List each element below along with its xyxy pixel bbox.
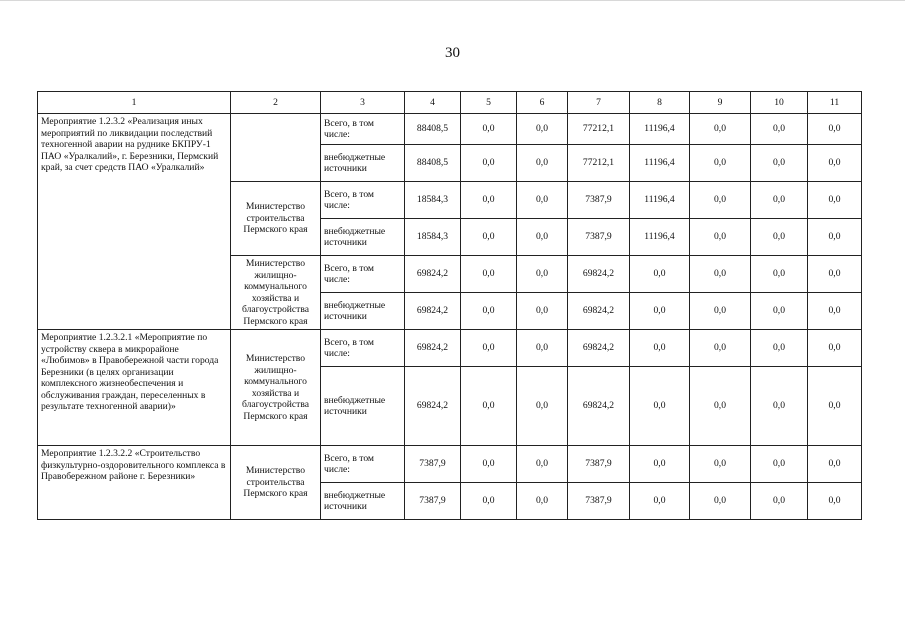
- funding-source-cell: внебюджетные источники: [321, 145, 405, 182]
- col-header-6: 6: [517, 92, 568, 114]
- value-cell: 7387,9: [568, 483, 630, 520]
- value-cell: 0,0: [751, 367, 808, 446]
- value-cell: 0,0: [630, 483, 690, 520]
- col-header-2: 2: [231, 92, 321, 114]
- value-cell: 7387,9: [405, 483, 461, 520]
- value-cell: 0,0: [690, 293, 751, 330]
- value-cell: 0,0: [461, 114, 517, 145]
- value-cell: 0,0: [690, 330, 751, 367]
- value-cell: 0,0: [690, 219, 751, 256]
- value-cell: 77212,1: [568, 114, 630, 145]
- value-cell: 11196,4: [630, 145, 690, 182]
- value-cell: 0,0: [517, 446, 568, 483]
- col-header-7: 7: [568, 92, 630, 114]
- value-cell: 88408,5: [405, 145, 461, 182]
- value-cell: 0,0: [751, 446, 808, 483]
- executor-cell: Министерство строительства Пермского края: [231, 182, 321, 256]
- value-cell: 0,0: [461, 145, 517, 182]
- value-cell: 0,0: [751, 293, 808, 330]
- value-cell: 0,0: [517, 256, 568, 293]
- value-cell: 69824,2: [568, 330, 630, 367]
- col-header-1: 1: [38, 92, 231, 114]
- event-name-cell: Мероприятие 1.2.3.2.1 «Мероприятие по устройству сквера в микрорайоне «Любимов» в Правобережной части города Березники (в целях организации комплексного жизнеобеспечения и обслуживания граждан, переселенных в результате техногенной аварии)»: [38, 330, 231, 446]
- value-cell: 18584,3: [405, 219, 461, 256]
- value-cell: 0,0: [808, 145, 862, 182]
- top-edge-line: [0, 0, 905, 1]
- value-cell: 0,0: [461, 182, 517, 219]
- value-cell: 0,0: [690, 182, 751, 219]
- funding-source-cell: внебюджетные источники: [321, 293, 405, 330]
- value-cell: 0,0: [808, 446, 862, 483]
- funding-source-cell: Всего, в том числе:: [321, 446, 405, 483]
- executor-cell: Министерство жилищно-коммунального хозяйства и благоустройства Пермского края: [231, 256, 321, 330]
- value-cell: 18584,3: [405, 182, 461, 219]
- value-cell: 0,0: [517, 114, 568, 145]
- table-body: [38, 92, 862, 520]
- col-header-4: 4: [405, 92, 461, 114]
- value-cell: 0,0: [690, 446, 751, 483]
- value-cell: 0,0: [808, 483, 862, 520]
- value-cell: 7387,9: [568, 219, 630, 256]
- value-cell: 0,0: [808, 182, 862, 219]
- value-cell: 0,0: [630, 367, 690, 446]
- col-header-3: 3: [321, 92, 405, 114]
- value-cell: 0,0: [690, 367, 751, 446]
- value-cell: 0,0: [808, 219, 862, 256]
- value-cell: 0,0: [751, 219, 808, 256]
- value-cell: 11196,4: [630, 182, 690, 219]
- value-cell: 0,0: [751, 114, 808, 145]
- value-cell: 0,0: [517, 293, 568, 330]
- value-cell: 0,0: [630, 330, 690, 367]
- value-cell: 0,0: [461, 367, 517, 446]
- executor-cell: Министерство строительства Пермского края: [231, 446, 321, 520]
- funding-source-cell: внебюджетные источники: [321, 483, 405, 520]
- value-cell: 0,0: [630, 293, 690, 330]
- value-cell: 69824,2: [568, 367, 630, 446]
- value-cell: 0,0: [751, 182, 808, 219]
- value-cell: 69824,2: [405, 293, 461, 330]
- col-header-9: 9: [690, 92, 751, 114]
- executor-cell: Министерство жилищно-коммунального хозяйства и благоустройства Пермского края: [231, 330, 321, 446]
- value-cell: 69824,2: [405, 330, 461, 367]
- value-cell: 77212,1: [568, 145, 630, 182]
- value-cell: 0,0: [517, 182, 568, 219]
- event-name-cell: Мероприятие 1.2.3.2.2 «Строительство физкультурно-оздоровительного комплекса в Правобережном районе г. Березники»: [38, 446, 231, 520]
- value-cell: 69824,2: [405, 256, 461, 293]
- value-cell: 69824,2: [568, 293, 630, 330]
- value-cell: 0,0: [517, 367, 568, 446]
- col-header-8: 8: [630, 92, 690, 114]
- value-cell: 0,0: [461, 256, 517, 293]
- value-cell: 0,0: [461, 219, 517, 256]
- value-cell: 7387,9: [568, 182, 630, 219]
- funding-source-cell: Всего, в том числе:: [321, 182, 405, 219]
- value-cell: 0,0: [751, 256, 808, 293]
- value-cell: 0,0: [517, 145, 568, 182]
- header-row: [38, 92, 862, 114]
- funding-source-cell: внебюджетные источники: [321, 367, 405, 446]
- table-row: [38, 114, 862, 145]
- value-cell: 0,0: [808, 293, 862, 330]
- value-cell: 0,0: [461, 330, 517, 367]
- budget-table: [37, 91, 862, 520]
- value-cell: 0,0: [461, 293, 517, 330]
- value-cell: 0,0: [517, 483, 568, 520]
- value-cell: 0,0: [630, 256, 690, 293]
- value-cell: 88408,5: [405, 114, 461, 145]
- value-cell: 0,0: [751, 145, 808, 182]
- value-cell: 7387,9: [405, 446, 461, 483]
- col-header-11: 11: [808, 92, 862, 114]
- col-header-10: 10: [751, 92, 808, 114]
- value-cell: 0,0: [690, 145, 751, 182]
- executor-cell: [231, 114, 321, 182]
- value-cell: 0,0: [808, 367, 862, 446]
- value-cell: 0,0: [808, 256, 862, 293]
- value-cell: 0,0: [751, 330, 808, 367]
- value-cell: 0,0: [461, 483, 517, 520]
- table-row: [38, 330, 862, 367]
- funding-source-cell: внебюджетные источники: [321, 219, 405, 256]
- funding-source-cell: Всего, в том числе:: [321, 114, 405, 145]
- value-cell: 0,0: [751, 483, 808, 520]
- funding-source-cell: Всего, в том числе:: [321, 256, 405, 293]
- value-cell: 0,0: [808, 114, 862, 145]
- value-cell: 7387,9: [568, 446, 630, 483]
- value-cell: 11196,4: [630, 114, 690, 145]
- event-name-cell: Мероприятие 1.2.3.2 «Реализация иных мероприятий по ликвидации последствий техногенной аварии на руднике БКПРУ-1 ПАО «Уралкалий», г. Березники, Пермский край, за счет средств ПАО «Уралкалий»: [38, 114, 231, 330]
- value-cell: 69824,2: [568, 256, 630, 293]
- value-cell: 0,0: [461, 446, 517, 483]
- col-header-5: 5: [461, 92, 517, 114]
- value-cell: 0,0: [517, 330, 568, 367]
- value-cell: 0,0: [630, 446, 690, 483]
- value-cell: 0,0: [690, 114, 751, 145]
- value-cell: 0,0: [808, 330, 862, 367]
- page-number: 30: [445, 45, 460, 61]
- value-cell: 0,0: [690, 483, 751, 520]
- value-cell: 69824,2: [405, 367, 461, 446]
- value-cell: 0,0: [517, 219, 568, 256]
- funding-source-cell: Всего, в том числе:: [321, 330, 405, 367]
- table-row: [38, 446, 862, 483]
- value-cell: 11196,4: [630, 219, 690, 256]
- value-cell: 0,0: [690, 256, 751, 293]
